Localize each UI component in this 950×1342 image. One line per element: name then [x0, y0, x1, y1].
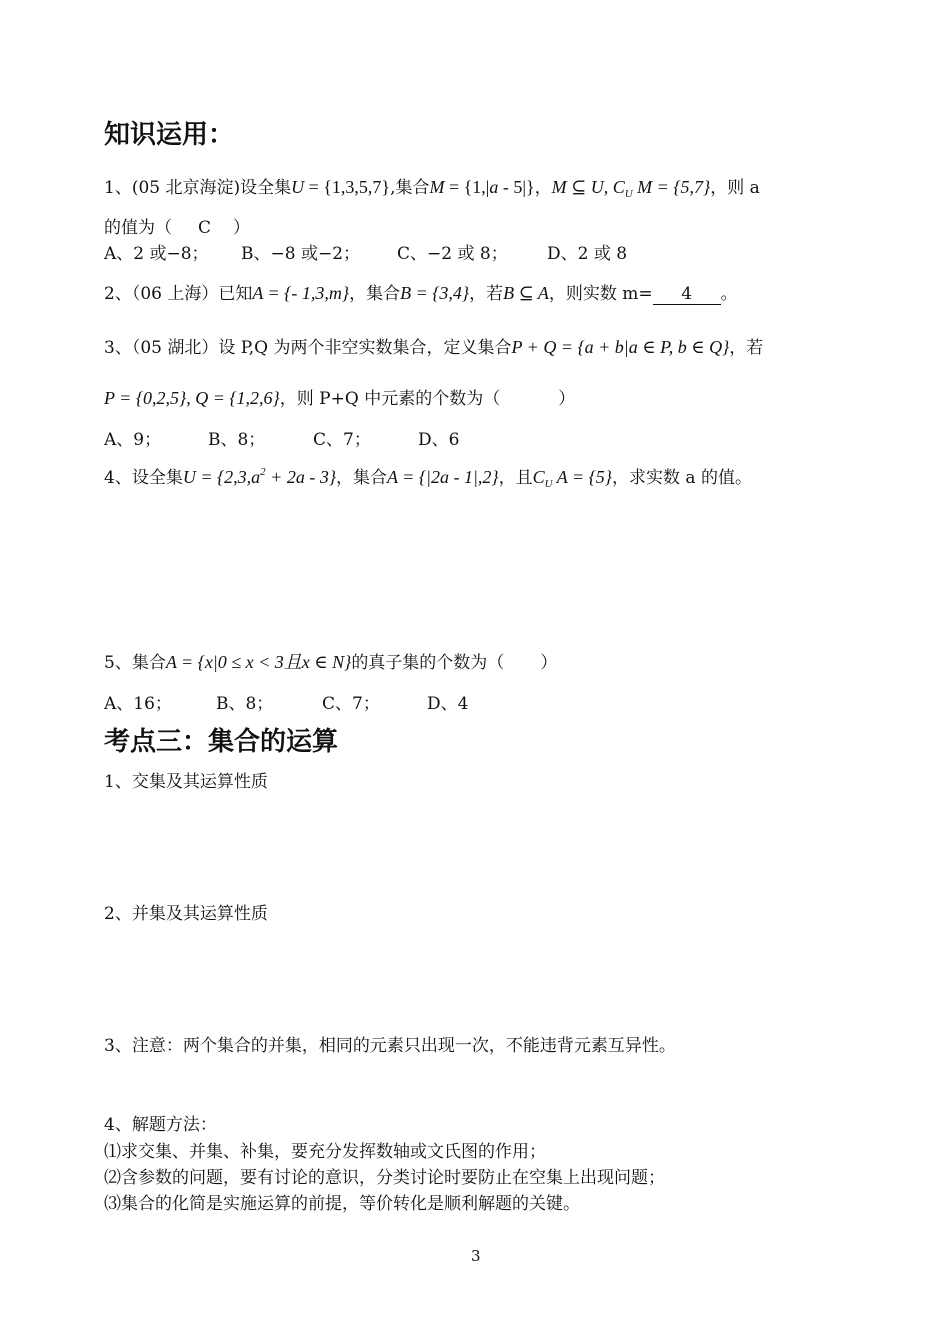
method-3: ⑶集合的化简是实施运算的前提，等价转化是顺利解题的关键。: [104, 1194, 580, 1214]
q1-M-symbol: M: [429, 177, 445, 197]
q1-option-d: D、2 或 8: [547, 244, 628, 264]
q1-option-c: C、−2 或 8；: [397, 244, 508, 264]
q3-tail: ，若: [729, 338, 764, 358]
q5-prefix: 5、集合: [104, 653, 166, 673]
q3-definition: P + Q = {a + b|a ∈ P, b ∈ Q}: [511, 337, 730, 357]
q3-option-a: A、9；: [104, 430, 162, 450]
q2-answer-blank: [653, 285, 721, 305]
q3-option-b: B、8；: [208, 430, 266, 450]
q5-option-a: A、16；: [104, 694, 172, 714]
q4-mid2: ，且: [498, 468, 533, 488]
question-4: [104, 463, 752, 490]
q4-prefix: 4、设全集: [104, 468, 183, 488]
q3-line2-end: ）: [558, 389, 576, 409]
page-number: 3: [471, 1247, 481, 1265]
q3-option-c: C、7；: [313, 430, 371, 450]
q5-tail: 的真子集的个数为（: [351, 653, 505, 673]
q1-M-set: = {1,|a - 5|}: [444, 177, 535, 197]
question-3-line2: [104, 384, 575, 409]
q3-prefix: 3、（05 湖北）设 P,Q 为两个非空实数集合，定义集合: [104, 338, 512, 358]
q2-answer: 4: [681, 284, 693, 304]
topic3-item-4: 4、解题方法：: [104, 1115, 217, 1135]
q3-sets: P = {0,2,5}, Q = {1,2,6}: [104, 388, 280, 408]
q2-tail: ，则实数 m=: [548, 284, 653, 304]
q1-U-set: = {1,3,5,7}: [304, 177, 391, 197]
topic3-item-1: 1、交集及其运算性质: [104, 772, 268, 792]
q2-end: 。: [720, 284, 738, 304]
q1-answer: C: [198, 218, 212, 238]
q5-option-d: D、4: [427, 694, 469, 714]
q2-prefix: 2、（06 上海）已知: [104, 284, 253, 304]
question-3-line1: [104, 333, 763, 358]
q4-complement: $C_U$ A = {5}: [532, 467, 612, 490]
q5-set: A = {x|0 ≤ x < 3且x ∈ N}: [165, 652, 352, 672]
question-1-line1: [104, 173, 760, 200]
q2-mid: ，集合: [349, 284, 401, 304]
q2-B-set: B = {3,4}: [400, 283, 470, 303]
q4-U-set: $U = \{2,3,a^2 + 2a - 3\}$: [182, 466, 337, 487]
q1-tail: ，则 a: [710, 178, 760, 198]
q1-sep: ，: [534, 178, 552, 198]
q1-line2-text: 的值为（: [104, 218, 172, 238]
topic3-item-3: 3、注意：两个集合的并集，相同的元素只出现一次，不能违背元素互异性。: [104, 1036, 676, 1056]
q1-line2-end: ）: [233, 218, 251, 238]
q4-tail: ，求实数 a 的值。: [612, 468, 752, 488]
q2-condition: B ⊆ A: [503, 283, 549, 303]
question-2: [104, 279, 738, 305]
q1-prefix: 1、(05 北京海淀)设全集: [104, 178, 292, 198]
question-5: [104, 648, 557, 674]
q2-mid2: ，若: [469, 284, 504, 304]
method-1: ⑴求交集、并集、补集，要充分发挥数轴或文氏图的作用；: [104, 1142, 546, 1162]
q5-option-c: C、7；: [322, 694, 380, 714]
q5-option-b: B、8；: [216, 694, 274, 714]
q4-A-set: A = {|2a - 1|,2}: [387, 467, 499, 487]
q1-U-symbol: U: [291, 177, 305, 197]
q3-option-d: D、6: [418, 430, 460, 450]
section-title-knowledge: 知识运用：: [104, 120, 235, 150]
q3-line2-text: ，则 P+Q 中元素的个数为（: [279, 389, 501, 409]
q1-mid1: ,集合: [390, 178, 430, 198]
q4-mid: ，集合: [336, 468, 388, 488]
q1-condition: M ⊆ U, $C_U$ M = {5,7}: [551, 177, 711, 200]
question-1-line2: [104, 213, 250, 238]
topic3-item-2: 2、并集及其运算性质: [104, 904, 268, 924]
method-2: ⑵含参数的问题，要有讨论的意识，分类讨论时要防止在空集上出现问题；: [104, 1168, 665, 1188]
q1-option-b: B、−8 或−2；: [241, 244, 361, 264]
q5-end: ）: [540, 653, 558, 673]
q1-option-a: A、2 或−8；: [104, 244, 209, 264]
section-title-topic3: 考点三：集合的运算: [104, 727, 339, 757]
q2-A-set: A = {- 1,3,m}: [252, 283, 350, 303]
